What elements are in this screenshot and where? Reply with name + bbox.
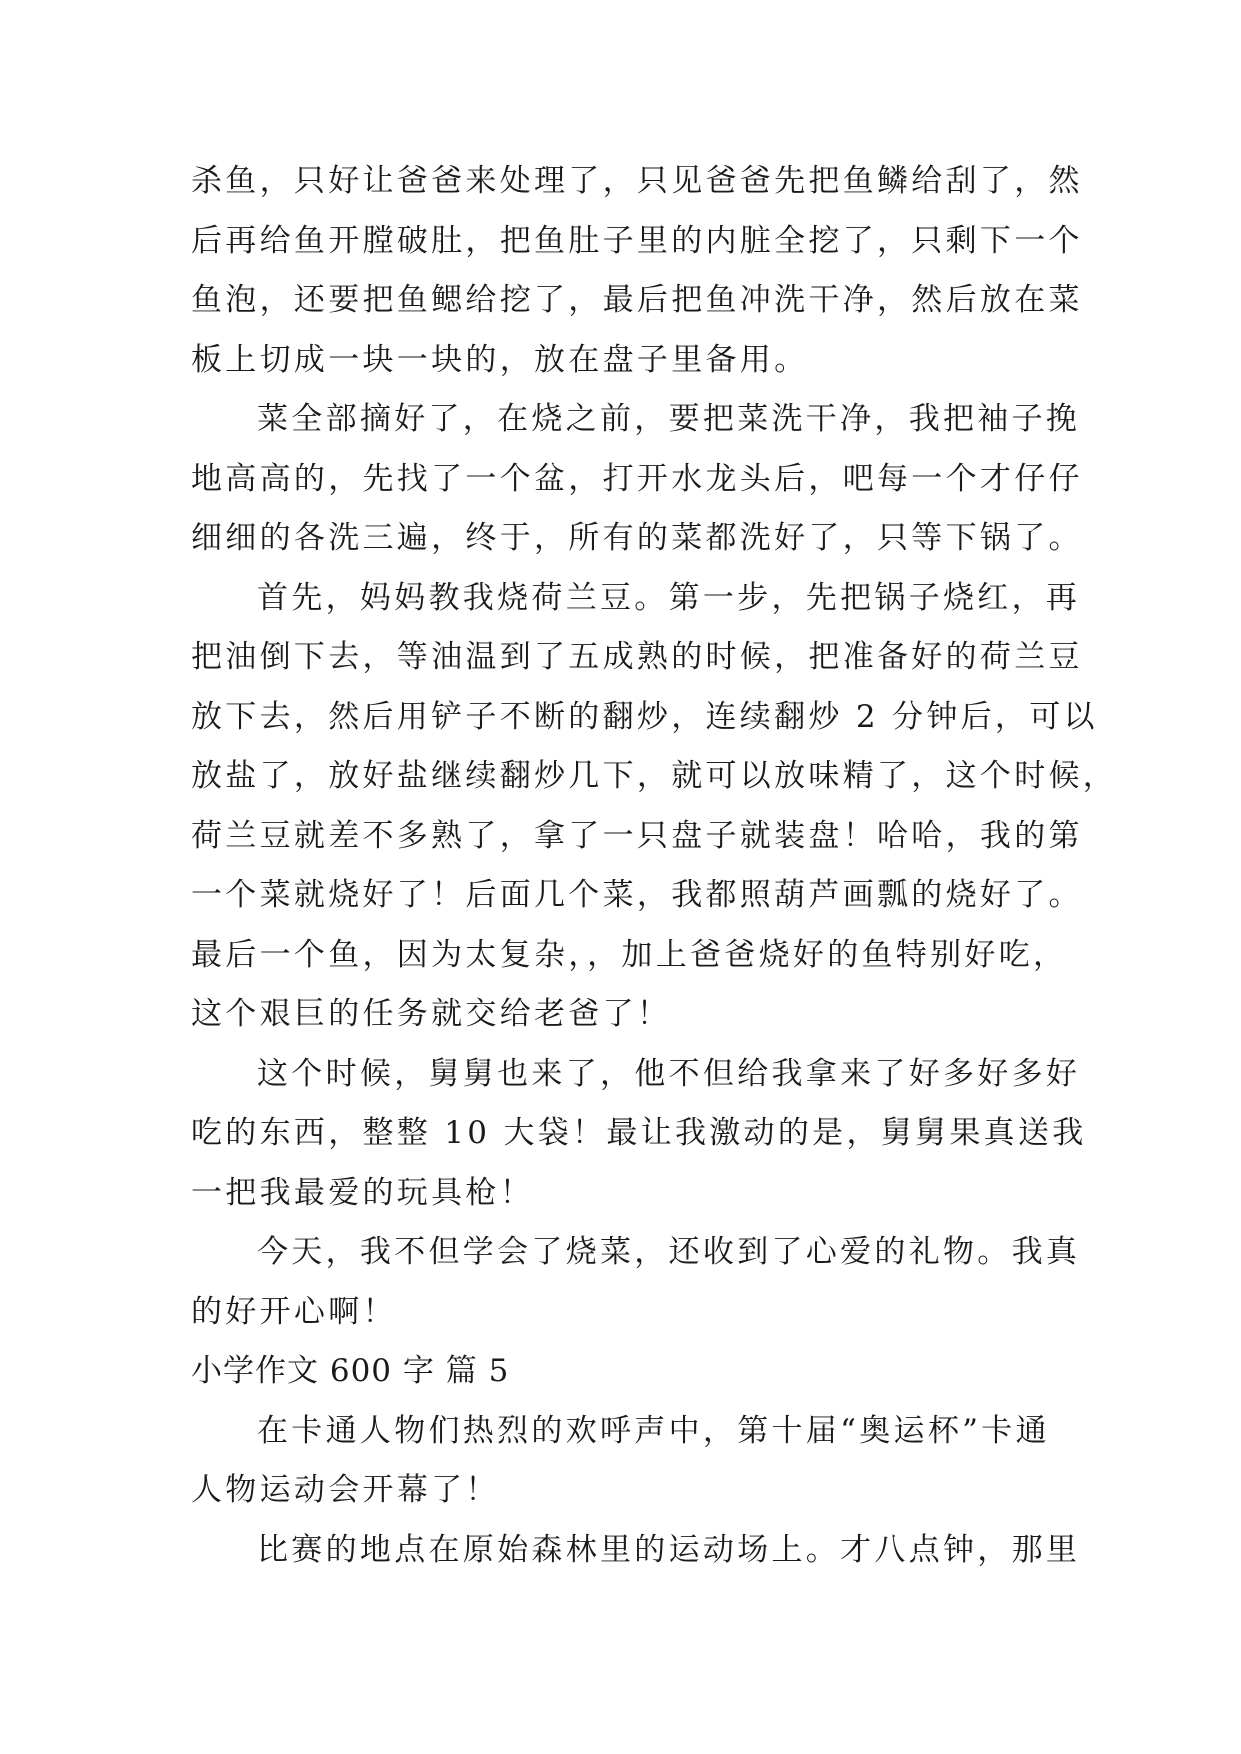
text-line: 这个艰巨的任务就交给老爸了！ xyxy=(191,996,672,1032)
text-line: 地高高的，先找了一个盆，打开水龙头后，吧每一个才仔仔 xyxy=(191,460,1083,497)
text-line: 板上切成一块一块的，放在盘子里备用。 xyxy=(191,341,809,378)
text-line: 细细的各洗三遍，终于，所有的菜都洗好了，只等下锅了。 xyxy=(191,520,1083,556)
section-heading: 小学作文 600 字 篇 5 xyxy=(191,1353,510,1389)
text-line: 鱼泡，还要把鱼鳃给挖了，最后把鱼冲洗干净，然后放在菜 xyxy=(191,282,1083,318)
text-line: 后再给鱼开膛破肚，把鱼肚子里的内脏全挖了，只剩下一个 xyxy=(191,222,1083,259)
text-line: 放下去，然后用铲子不断的翻炒，连续翻炒 2 分钟后，可以 xyxy=(191,698,1098,735)
text-line: 把油倒下去，等油温到了五成熟的时候，把准备好的荷兰豆 xyxy=(191,639,1083,675)
text-line: 一把我最爱的玩具枪！ xyxy=(191,1174,534,1211)
paragraph-start-line: 菜全部摘好了，在烧之前，要把菜洗干净，我把袖子挽 xyxy=(257,401,1081,437)
text-line: 放盐了，放好盐继续翻炒几下，就可以放味精了，这个时候， xyxy=(191,758,1118,794)
text-line: 人物运动会开幕了！ xyxy=(191,1472,500,1508)
paragraph-start-line: 这个时候，舅舅也来了，他不但给我拿来了好多好多好 xyxy=(257,1055,1081,1092)
text-line: 的好开心啊！ xyxy=(191,1293,397,1330)
text-line: 荷兰豆就差不多熟了，拿了一只盘子就装盘！哈哈，我的第 xyxy=(191,817,1083,854)
paragraph-start-line: 今天，我不但学会了烧菜，还收到了心爱的礼物。我真 xyxy=(257,1234,1081,1270)
text-line: 杀鱼，只好让爸爸来处理了，只见爸爸先把鱼鳞给刮了，然 xyxy=(191,163,1083,199)
paragraph-start-line: 比赛的地点在原始森林里的运动场上。才八点钟，那里 xyxy=(257,1531,1081,1568)
paragraph-start-line: 在卡通人物们热烈的欢呼声中，第十届“奥运杯”卡通 xyxy=(257,1412,1050,1449)
text-line: 最后一个鱼，因为太复杂，，加上爸爸烧好的鱼特别好吃， xyxy=(191,936,1068,973)
text-line: 吃的东西，整整 10 大袋！最让我激动的是，舅舅果真送我 xyxy=(191,1115,1087,1151)
paragraph-start-line: 首先，妈妈教我烧荷兰豆。第一步，先把锅子烧红，再 xyxy=(257,579,1081,616)
text-line: 一个菜就烧好了！后面几个菜，我都照葫芦画瓢的烧好了。 xyxy=(191,877,1083,913)
document-body xyxy=(191,152,1118,1580)
